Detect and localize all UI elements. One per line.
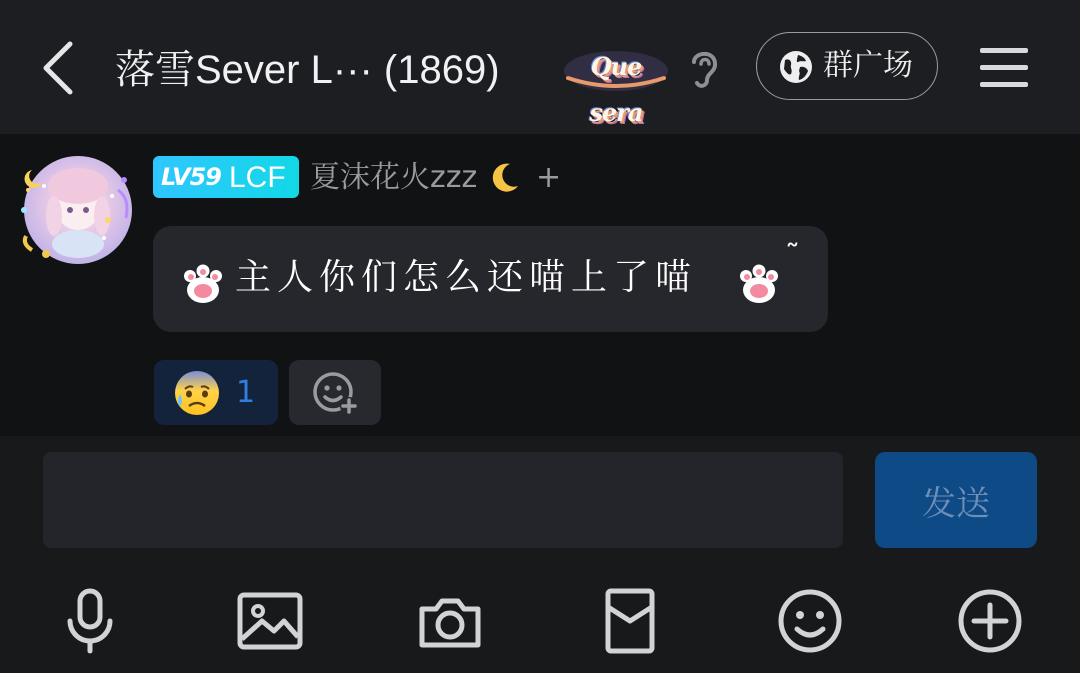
hamburger-icon xyxy=(980,48,1028,53)
group-badge xyxy=(562,44,670,127)
message-input[interactable] xyxy=(43,452,843,548)
level-badge xyxy=(153,156,299,198)
group-plaza-label: 群广场 xyxy=(823,48,913,83)
microphone-icon[interactable] xyxy=(54,585,126,657)
send-button[interactable]: 发送 xyxy=(875,452,1037,548)
back-button[interactable] xyxy=(30,38,90,98)
add-emoji-icon xyxy=(311,370,359,416)
chat-header xyxy=(0,0,1080,134)
group-title[interactable]: 落雪Sever L··· (1869) xyxy=(115,48,500,92)
add-reaction-button[interactable] xyxy=(289,360,381,425)
menu-button[interactable] xyxy=(980,48,1028,88)
anxious-face-with-sweat-icon xyxy=(172,368,222,418)
sender-avatar[interactable] xyxy=(24,156,132,264)
ear-icon[interactable] xyxy=(686,46,722,90)
sender-plus[interactable]: + xyxy=(536,160,562,195)
emoji-icon[interactable] xyxy=(774,585,846,657)
image-icon[interactable] xyxy=(234,585,306,657)
chevron-left-icon xyxy=(30,38,90,98)
group-plaza-button[interactable] xyxy=(756,32,938,100)
globe-icon xyxy=(779,50,813,84)
sender-name[interactable]: 夏沫花火zzz xyxy=(310,160,478,195)
hamburger-line xyxy=(980,82,1028,87)
camera-icon[interactable] xyxy=(414,585,486,657)
plus-icon[interactable] xyxy=(954,585,1026,657)
hamburger-line xyxy=(980,65,1028,70)
cat-paw-icon xyxy=(737,262,781,306)
avatar-illustration xyxy=(24,156,132,264)
red-packet-icon[interactable] xyxy=(594,585,666,657)
badge-text: Que sera xyxy=(589,52,643,127)
message-bubble[interactable] xyxy=(153,226,828,332)
message-tilde: ˜ xyxy=(785,239,800,274)
reaction-count: 1 xyxy=(236,375,256,410)
crescent-moon-icon xyxy=(490,162,520,194)
level-label: LV59 xyxy=(161,163,221,191)
message-text: 主人你们怎么还喵上了喵 xyxy=(235,257,698,298)
cat-paw-icon xyxy=(181,262,225,306)
reaction-chip[interactable] xyxy=(154,360,278,425)
member-title-tag: LCF xyxy=(229,161,286,194)
